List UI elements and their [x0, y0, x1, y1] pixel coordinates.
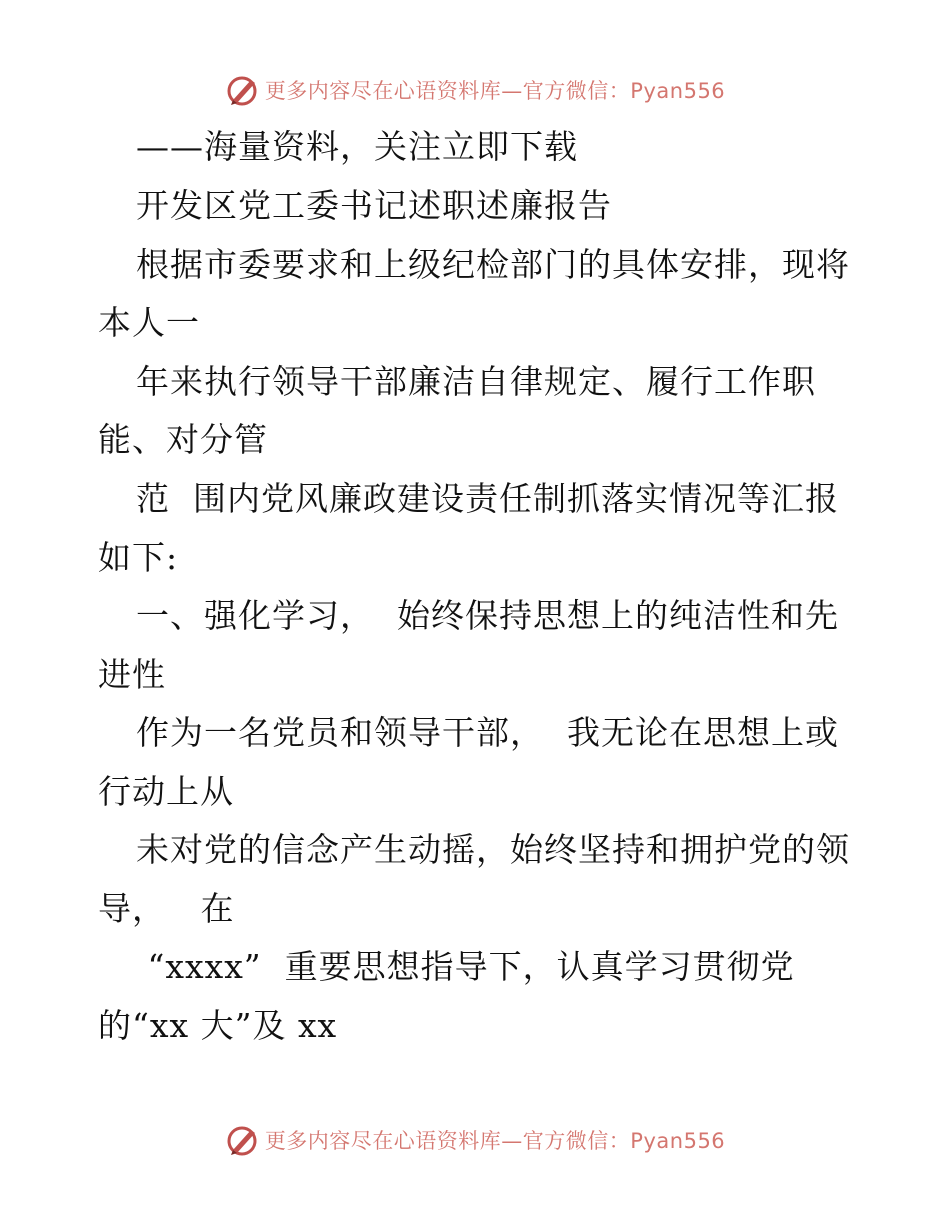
body-line: ——海量资料，关注立即下载	[136, 127, 578, 166]
body-line: 能、对分管	[98, 420, 268, 459]
banner-text: 更多内容尽在心语资料库—官方微信：Pyan556	[264, 79, 726, 103]
body-line: 作为一名党员和领导干部， 我无论在思想上或	[136, 713, 839, 752]
body-line: 范 围内党风廉政建设责任制抓落实情况等汇报	[136, 479, 839, 518]
pen-logo-icon	[225, 1122, 261, 1158]
body-line: 导， 在	[98, 889, 235, 928]
body-line: 未对党的信念产生动摇，始终坚持和拥护党的领	[136, 830, 850, 869]
body-line: 如下:	[98, 538, 179, 577]
body-line: 年来执行领导干部廉洁自律规定、履行工作职	[136, 362, 816, 401]
body-line: 行动上从	[98, 772, 234, 811]
document-title: 开发区党工委书记述职述廉报告	[136, 186, 612, 225]
footer-banner	[0, 1118, 950, 1162]
banner-text: 更多内容尽在心语资料库—官方微信：Pyan556	[264, 1129, 726, 1153]
section-heading: 一、强化学习， 始终保持思想上的纯洁性和先	[136, 596, 839, 635]
body-line: “xxxx” 重要思想指导下，认真学习贯彻党	[136, 947, 795, 986]
header-banner	[0, 68, 950, 112]
body-line: 根据市委要求和上级纪检部门的具体安排，现将	[136, 245, 850, 284]
pen-logo-icon	[225, 72, 261, 108]
body-line: 进性	[98, 655, 166, 694]
body-line: 本人一	[98, 303, 200, 342]
body-line: 的“xx 大”及 xx	[98, 1006, 338, 1045]
